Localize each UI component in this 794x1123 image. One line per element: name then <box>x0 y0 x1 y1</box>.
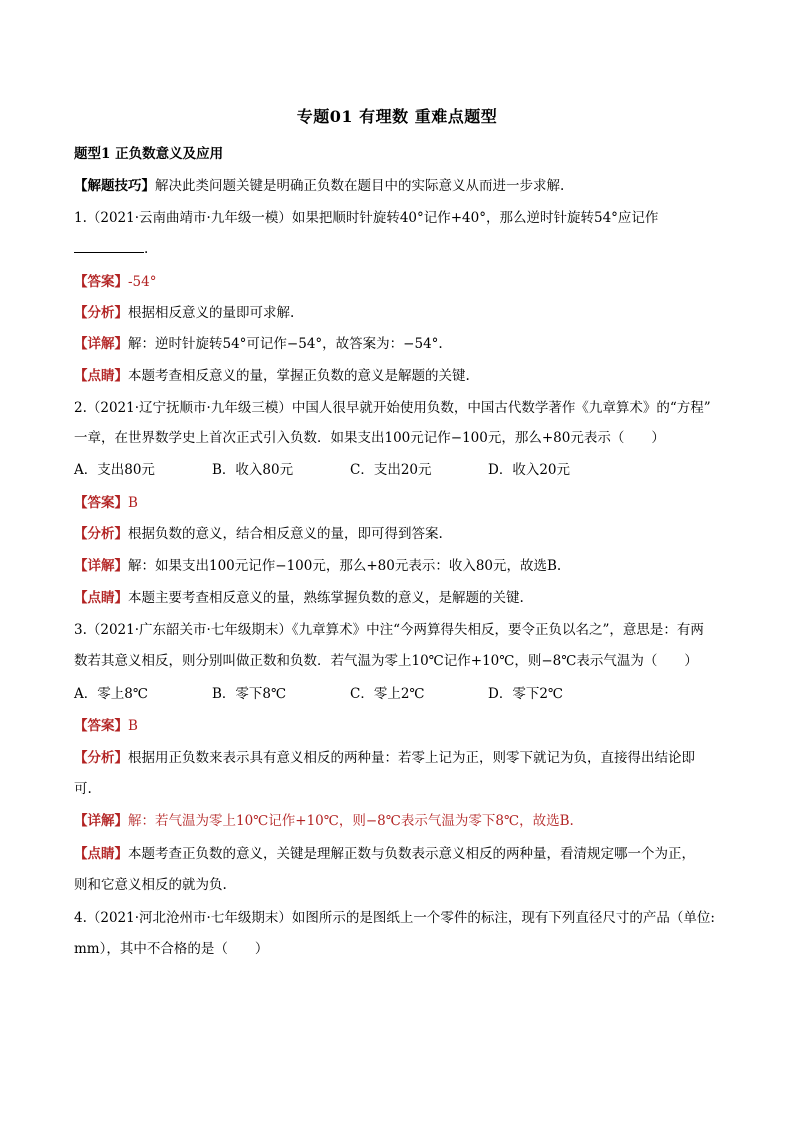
q1-stem: 1.（2021·云南曲靖市·九年级一模）如果把顺时针旋转40°记作+40°，那么逆时针旋转54°应记作 <box>74 210 659 226</box>
page-title: 专题01 有理数 重难点题型 <box>296 107 498 126</box>
answer-tag: 【答案】 <box>74 495 128 511</box>
comment-text: 本题主要考查相反意义的量，熟练掌握负数的意义，是解题的关键. <box>128 590 524 606</box>
detail-tag: 【详解】 <box>74 558 128 574</box>
detail-text: 解：逆时针旋转54°可记作−54°，故答案为：−54°. <box>128 336 443 352</box>
q3-stem-line2: 数若其意义相反，则分别叫做正数和负数．若气温为零上10℃记作+10℃，则−8℃表示气温为（ ） <box>74 653 698 669</box>
analysis-text: 根据用正负数来表示具有意义相反的两种量：若零上记为正，则零下就记为负，直接得出结论即 <box>128 750 695 766</box>
q1-comment <box>74 366 734 386</box>
q2-option-c: C．支出20元 <box>350 462 432 478</box>
q4-stem-line2: mm），其中不合格的是（ ） <box>74 941 269 957</box>
q1-answer <box>74 272 734 292</box>
q2-analysis <box>74 524 734 544</box>
q1-blank-line <box>74 238 734 259</box>
detail-text: 解：若气温为零上10℃记作+10℃，则−8℃表示气温为零下8℃，故选B. <box>128 813 574 829</box>
analysis-text: 根据负数的意义，结合相反意义的量，即可得到答案. <box>128 526 443 542</box>
q1-end: . <box>144 241 149 257</box>
tip-text: 解决此类问题关键是明确正负数在题目中的实际意义从而进一步求解. <box>155 178 565 194</box>
answer-value: B <box>128 718 138 734</box>
q3-stem-line1: 3.（2021·广东韶关市·七年级期末）《九章算术》中注“今两算得失相反，要令正负以名之”，意思是：有两 <box>74 622 704 638</box>
analysis-tag: 【分析】 <box>74 526 128 542</box>
detail-tag: 【详解】 <box>74 336 128 352</box>
analysis-tag: 【分析】 <box>74 305 128 321</box>
q2-detail <box>74 556 734 576</box>
q1-answer-blank <box>74 238 144 253</box>
section-heading: 题型1 正负数意义及应用 <box>74 146 224 162</box>
q2-options <box>74 460 734 480</box>
q2-stem-line1: 2.（2021·辽宁抚顺市·九年级三模）中国人很早就开始使用负数，中国古代数学著作《九章算术》的“方程” <box>74 400 711 416</box>
detail-tag: 【详解】 <box>74 813 128 829</box>
comment-tag: 【点睛】 <box>74 590 128 606</box>
q3-option-b: B．零下8℃ <box>212 686 287 702</box>
comment-tag: 【点睛】 <box>74 846 128 862</box>
q2-stem-line2: 一章，在世界数学史上首次正式引入负数．如果支出100元记作−100元，那么+80元表示（ ） <box>74 430 665 446</box>
tip-tag: 【解题技巧】 <box>74 178 155 194</box>
q2-answer <box>74 493 734 513</box>
q3-option-c: C．零上2℃ <box>350 686 425 702</box>
q1-analysis <box>74 303 734 323</box>
q2-option-b: B．收入80元 <box>212 462 294 478</box>
q3-option-d: D．零下2℃ <box>488 686 564 702</box>
comment-text: 本题考查相反意义的量，掌握正负数的意义是解题的关键. <box>128 368 470 384</box>
solving-tip <box>74 176 734 196</box>
q3-analysis-line1 <box>74 748 734 768</box>
analysis-tag: 【分析】 <box>74 750 128 766</box>
q2-comment <box>74 588 734 608</box>
q2-option-a: A．支出80元 <box>74 462 155 478</box>
answer-tag: 【答案】 <box>74 718 128 734</box>
comment-text: 本题考查正负数的意义，关键是理解正数与负数表示意义相反的两种量，看清规定哪一个为正， <box>128 846 695 862</box>
q3-option-a: A．零上8℃ <box>74 686 148 702</box>
answer-tag: 【答案】 <box>74 274 128 290</box>
q3-answer <box>74 716 734 736</box>
q4-stem-line1: 4.（2021·河北沧州市·七年级期末）如图所示的是图纸上一个零件的标注，现有下列直径尺寸的产品（单位: <box>74 910 715 926</box>
analysis-text: 根据相反意义的量即可求解. <box>128 305 295 321</box>
detail-text: 解：如果支出100元记作−100元，那么+80元表示：收入80元，故选B. <box>128 558 562 574</box>
q3-options <box>74 684 734 704</box>
comment-tag: 【点睛】 <box>74 368 128 384</box>
q1-detail <box>74 334 734 354</box>
q3-detail <box>74 811 734 831</box>
q3-comment-line2: 则和它意义相反的就为负. <box>74 877 227 893</box>
answer-value: -54° <box>128 274 157 290</box>
answer-value: B <box>128 495 138 511</box>
q3-analysis-line2: 可. <box>74 781 92 797</box>
q2-option-d: D．收入20元 <box>488 462 571 478</box>
q3-comment-line1 <box>74 844 734 864</box>
